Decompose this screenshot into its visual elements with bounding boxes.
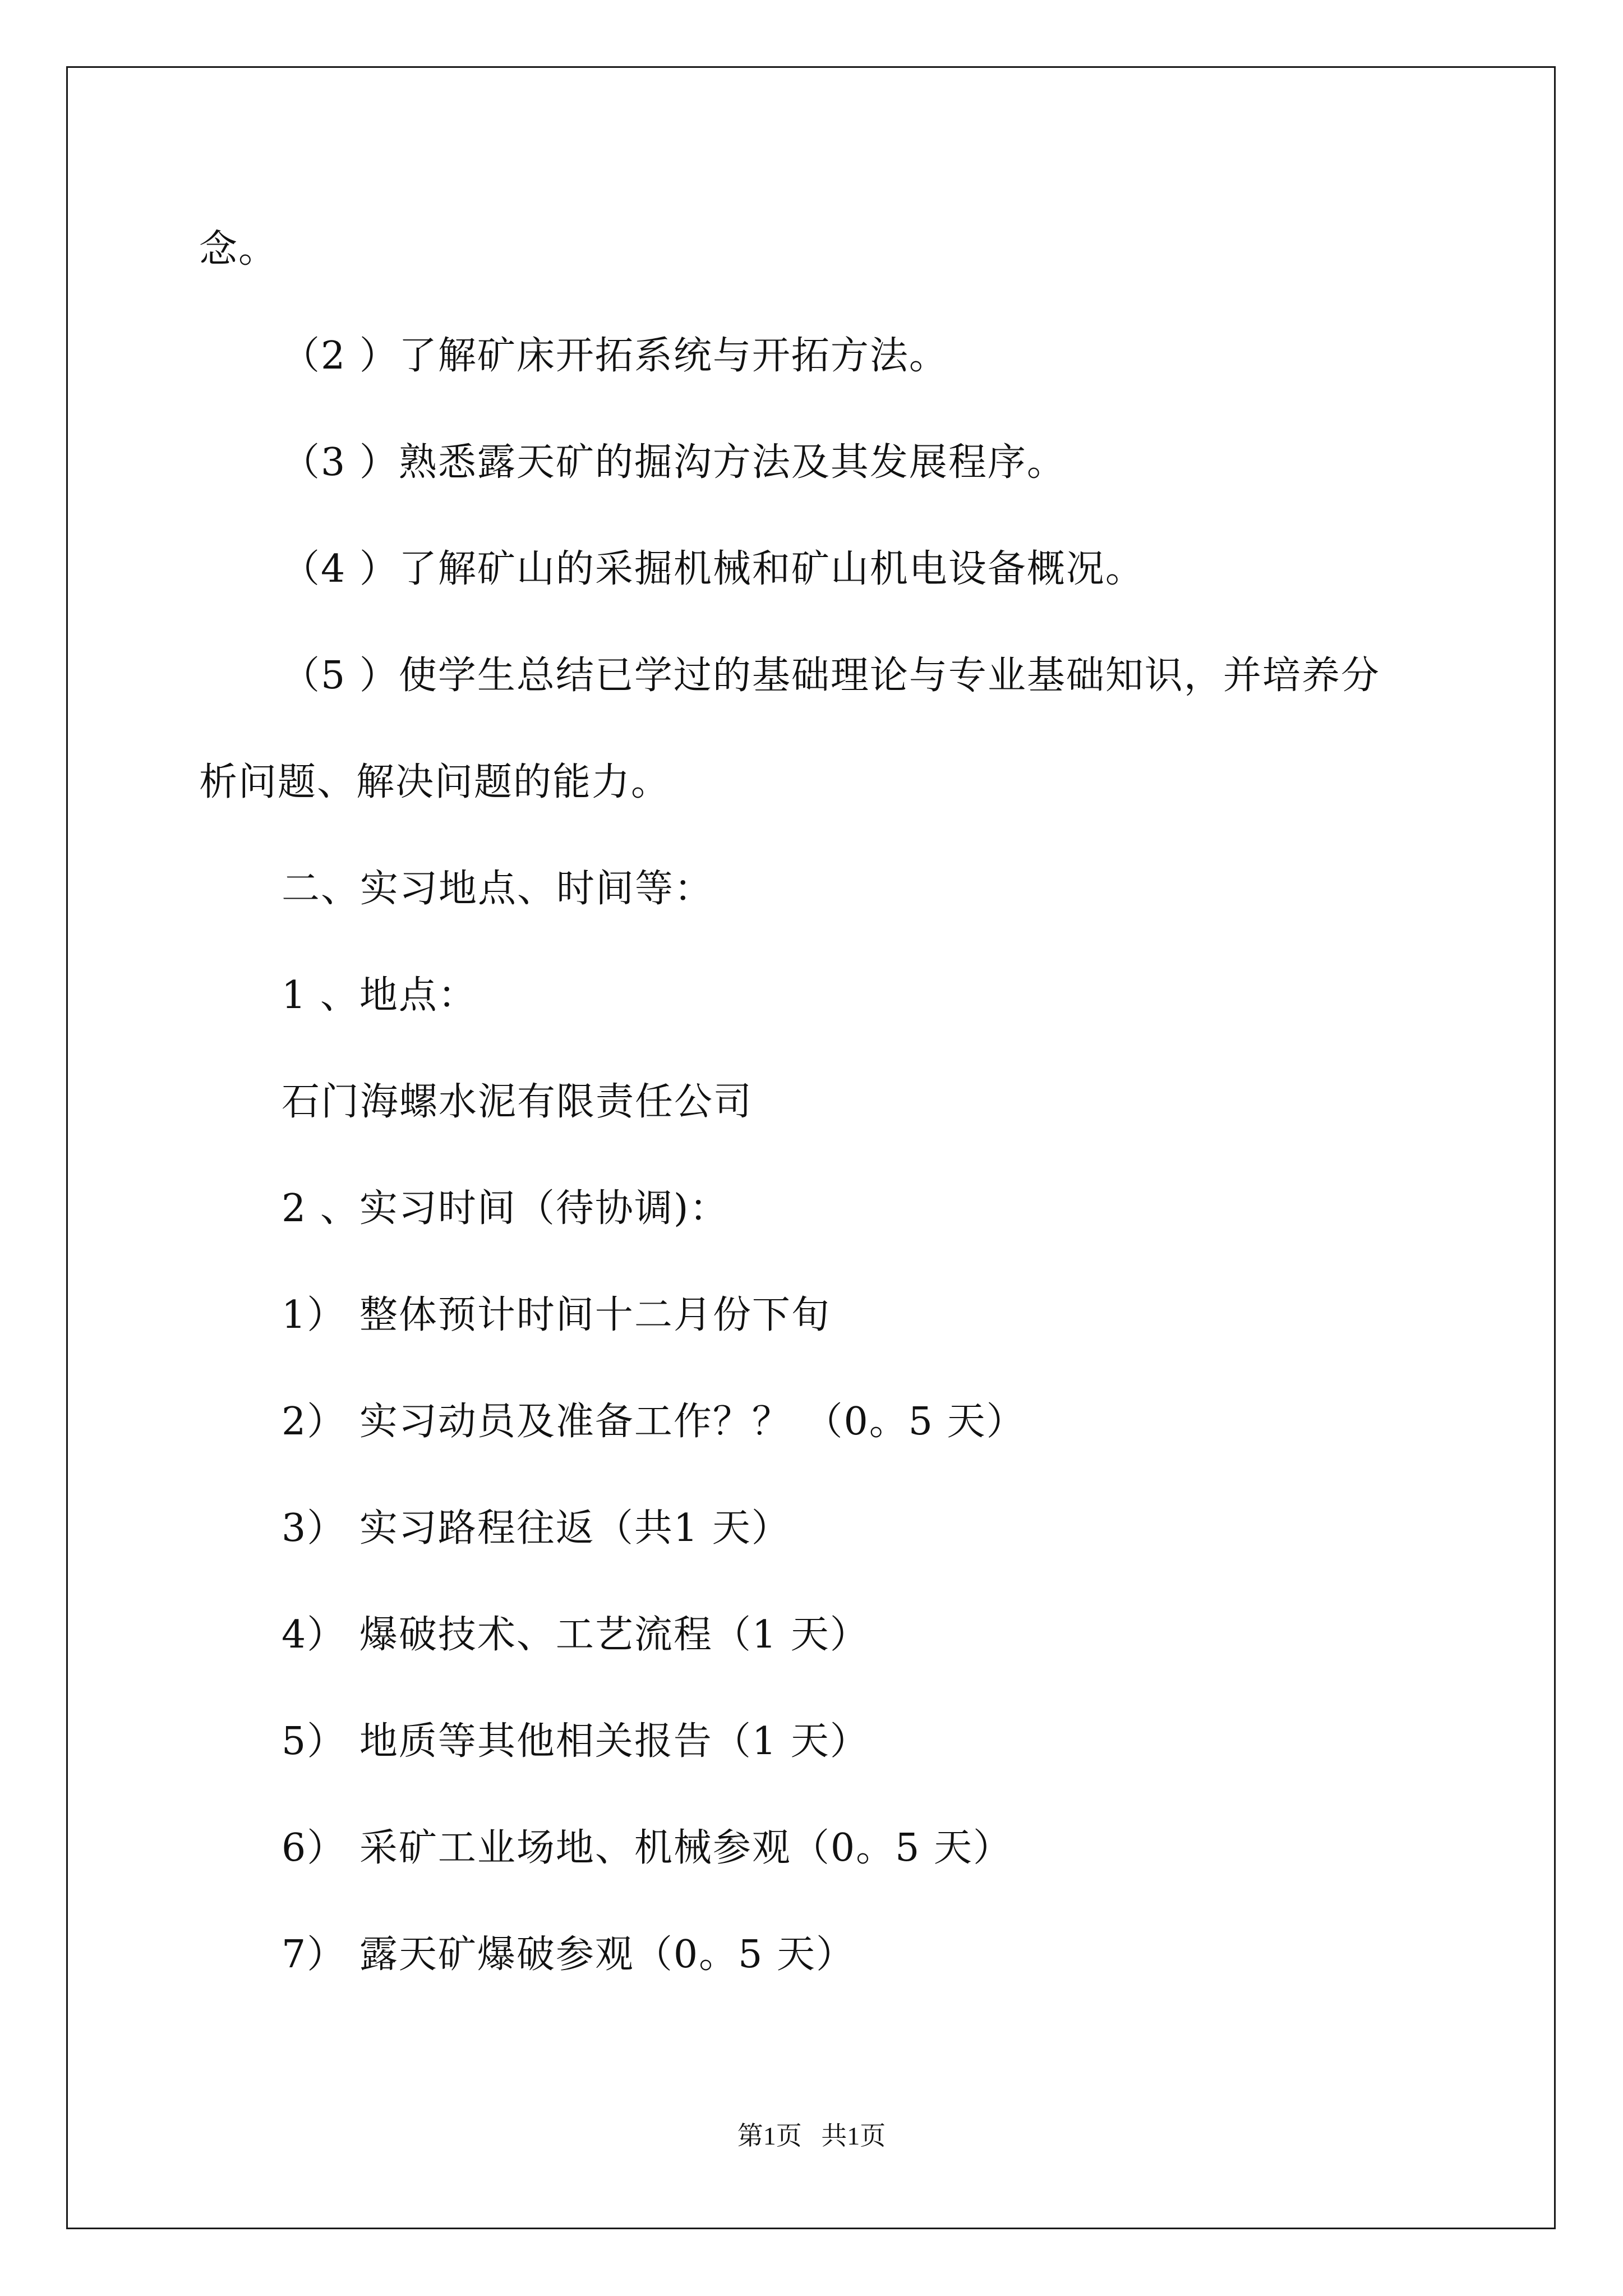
objective-item-3: （3 ）熟悉露天矿的掘沟方法及其发展程序。: [282, 440, 1066, 485]
page-number-footer: 第1页 共1页: [737, 2122, 886, 2150]
location-value: 石门海螺水泥有限责任公司: [282, 1080, 753, 1124]
schedule-item-4: 4） 爆破技术、工艺流程（1 天）: [282, 1613, 869, 1657]
schedule-item-2: 2） 实习动员及准备工作？？ （0。5 天）: [282, 1400, 1026, 1444]
objective-item-5-continuation: 析问题、解决问题的能力。: [199, 760, 671, 804]
time-label: 2 、实习时间（待协调)：: [282, 1186, 729, 1231]
schedule-item-6: 6） 采矿工业场地、机械参观（0。5 天）: [282, 1826, 1013, 1870]
schedule-item-7: 7） 露天矿爆破参观（0。5 天）: [282, 1932, 856, 1977]
schedule-item-1: 1） 整体预计时间十二月份下旬: [282, 1293, 831, 1337]
objective-item-2: （2 ）了解矿床开拓系统与开拓方法。: [282, 334, 948, 378]
page-border: [66, 66, 1556, 2229]
section-heading: 二、实习地点、时间等：: [282, 867, 714, 911]
location-label: 1 、地点：: [282, 973, 477, 1018]
schedule-item-5: 5） 地质等其他相关报告（1 天）: [282, 1719, 869, 1764]
objective-item-5: （5 ）使学生总结已学过的基础理论与专业基础知识，并培养分: [282, 654, 1380, 698]
schedule-item-3: 3） 实习路程往返（共1 天）: [282, 1506, 791, 1550]
objective-item-4: （4 ）了解矿山的采掘机械和矿山机电设备概况。: [282, 547, 1145, 591]
paragraph-continuation: 念。: [199, 227, 278, 272]
